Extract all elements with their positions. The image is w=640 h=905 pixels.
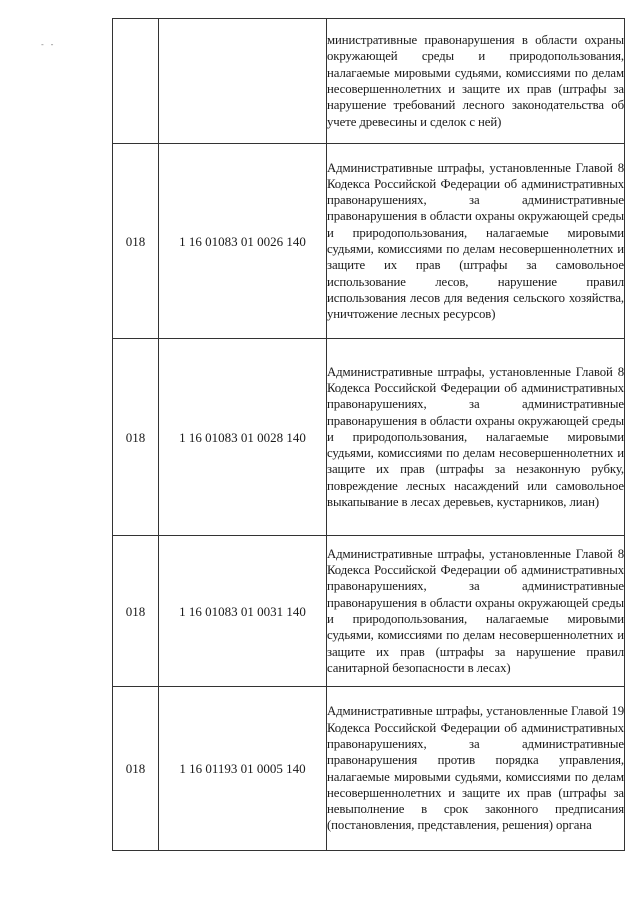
admin-code-cell: 018 [113,339,159,536]
admin-code-cell: 018 [113,144,159,339]
table-row [113,339,625,536]
admin-code-cell [113,19,159,144]
budget-classification-code-cell [159,19,327,144]
table-row [113,536,625,687]
budget-classification-code-cell: 1 16 01083 01 0031 140 [159,536,327,687]
margin-mark: - - [40,40,55,49]
description-cell: Административные штрафы, установленные Главой 8 Кодекса Российской Федерации об административных правонарушениях, за административные правонарушения в области охраны окружающей среды и природопользования, налагаемые мировыми судьями, комиссиями по делам несовершеннолетних и защите их прав (штрафы за незаконную рубку, повреждение лесных насаждений или самовольное выкапывание в лесах деревьев, кустарников, лиан) [327,339,625,536]
description-cell: министративные правонарушения в области охраны окружающей среды и природопользования, налагаемые мировыми судьями, комиссиями по делам несовершеннолетних и защите их прав (штрафы за нарушение требований лесного законодательства об учете древесины и сделок с ней) [327,19,625,144]
description-cell: Административные штрафы, установленные Главой 8 Кодекса Российской Федерации об административных правонарушениях, за административные правонарушения в области охраны окружающей среды и природопользования, налагаемые мировыми судьями, комиссиями по делам несовершеннолетних и защите их прав (штрафы за нарушение правил санитарной безопасности в лесах) [327,536,625,687]
table-row [113,687,625,851]
budget-classification-code-cell: 1 16 01083 01 0028 140 [159,339,327,536]
table-row [113,144,625,339]
admin-code-cell: 018 [113,687,159,851]
description-cell: Административные штрафы, установленные Главой 19 Кодекса Российской Федерации об административных правонарушениях, за административные правонарушения против порядка управления, налагаемые мировыми судьями, комиссиями по делам несовершеннолетних и защите их прав (штрафы за невыполнение в срок законного предписания (постановления, представления, решения) органа [327,687,625,851]
budget-classification-code-cell: 1 16 01083 01 0026 140 [159,144,327,339]
description-cell: Административные штрафы, установленные Главой 8 Кодекса Российской Федерации об административных правонарушениях, за административные правонарушения в области охраны окружающей среды и природопользования, налагаемые мировыми судьями, комиссиями по делам несовершеннолетних и защите их прав (штрафы за самовольное использование лесов, нарушение правил использования лесов для ведения сельского хозяйства, уничтожение лесных ресурсов) [327,144,625,339]
budget-classification-code-cell: 1 16 01193 01 0005 140 [159,687,327,851]
admin-code-cell: 018 [113,536,159,687]
budget-code-table [112,18,625,851]
table-row [113,19,625,144]
